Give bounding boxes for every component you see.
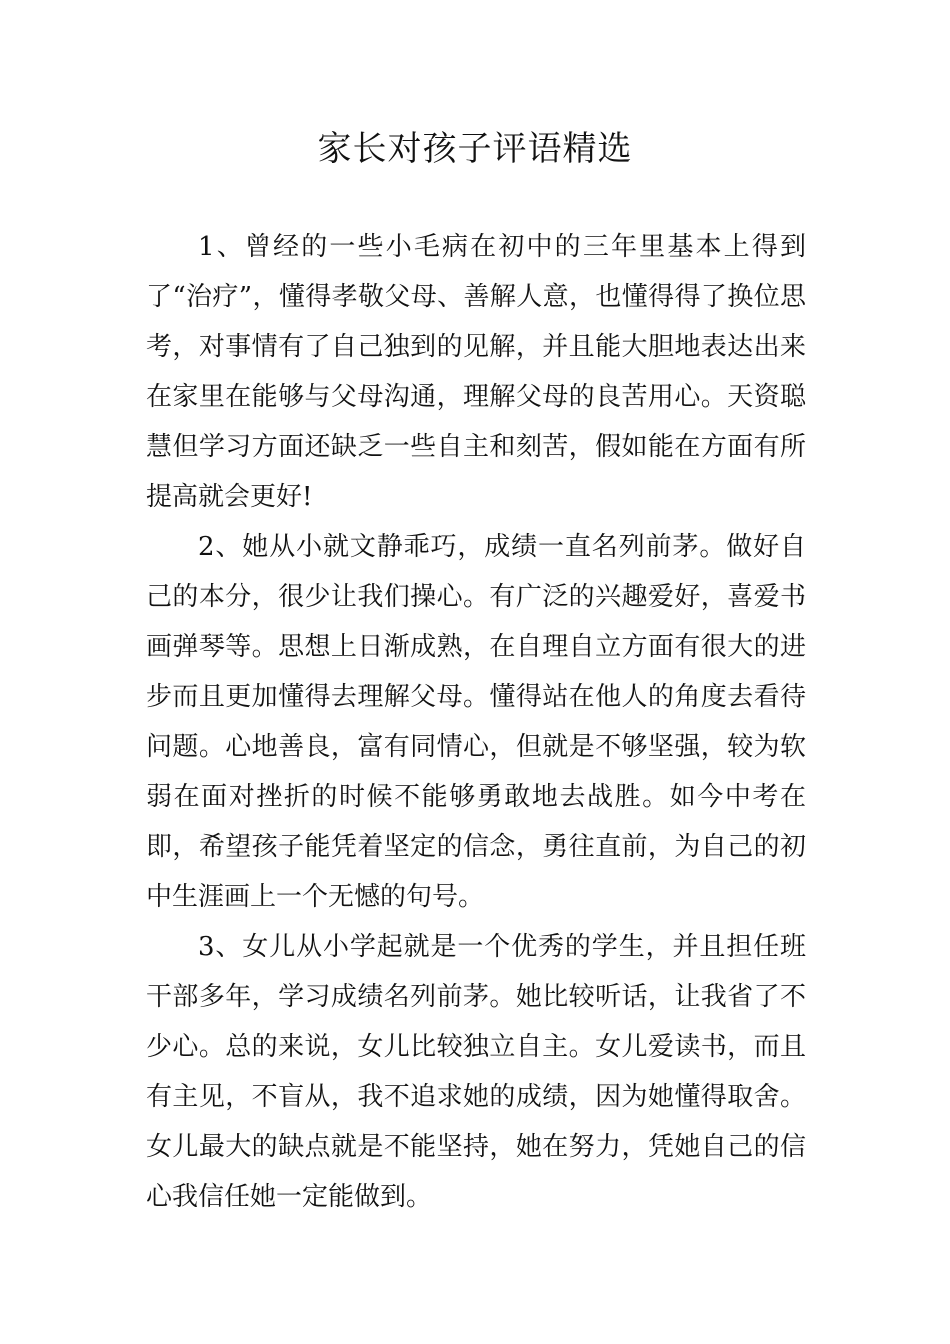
paragraph-1: 1、曾经的一些小毛病在初中的三年里基本上得到了“治疗”，懂得孝敬父母、善解人意，也懂得得了换位思考，对事情有了自己独到的见解，并且能大胆地表达出来在家里在能够与父母沟通，理解父母的良苦用心。天资聪慧但学习方面还缺乏一些自主和刻苦，假如能在方面有所提高就会更好!	[146, 232, 806, 512]
paragraph-3: 3、女儿从小学起就是一个优秀的学生，并且担任班干部多年，学习成绩名列前茅。她比较听话，让我省了不少心。总的来说，女儿比较独立自主。女儿爱读书，而且有主见，不盲从，我不追求她的成绩，因为她懂得取舍。女儿最大的缺点就是不能坚持，她在努力，凭她自己的信心我信任她一定能做到。	[146, 932, 806, 1212]
document-body	[146, 222, 806, 1222]
paragraph-2: 2、她从小就文静乖巧，成绩一直名列前茅。做好自己的本分，很少让我们操心。有广泛的兴趣爱好，喜爱书画弹琴等。思想上日渐成熟，在自理自立方面有很大的进步而且更加懂得去理解父母。懂得站在他人的角度去看待问题。心地善良，富有同情心，但就是不够坚强，较为软弱在面对挫折的时候不能够勇敢地去战胜。如今中考在即，希望孩子能凭着坚定的信念，勇往直前，为自己的初中生涯画上一个无憾的句号。	[146, 532, 806, 912]
page-title: 家长对孩子评语精选	[317, 129, 633, 169]
